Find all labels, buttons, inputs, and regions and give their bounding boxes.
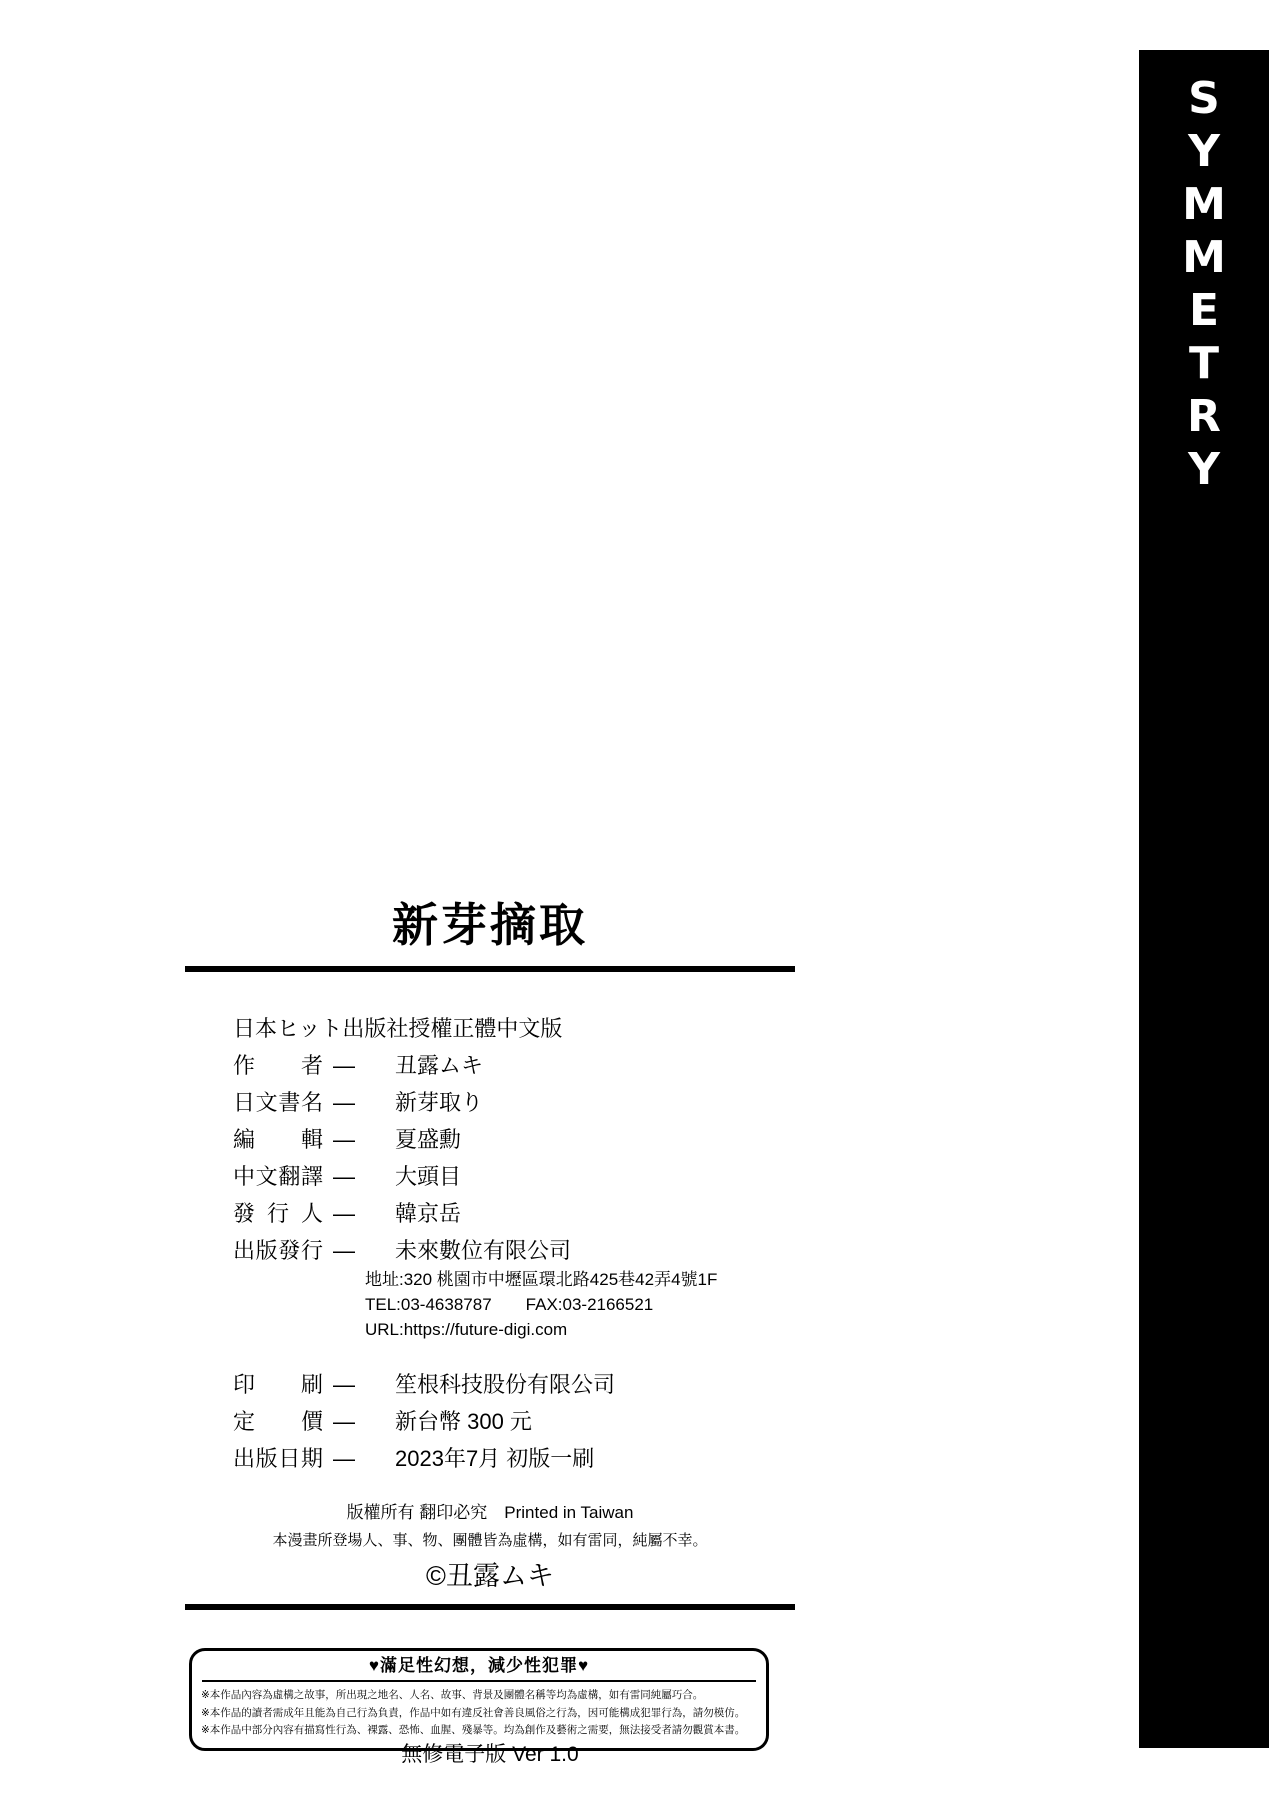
- field-dash: —: [333, 1053, 355, 1078]
- field-value: 未來數位有限公司: [395, 1238, 572, 1263]
- fiction-disclaimer-line: 本漫畫所登場人、事、物、團體皆為虛構，如有雷同，純屬不幸。: [272, 1532, 708, 1549]
- publisher-detail-line: URL:https://future-digi.com: [365, 1320, 568, 1339]
- content-warning-divider: [202, 1680, 756, 1682]
- field-value: 韓京岳: [395, 1201, 462, 1226]
- field-dash: —: [333, 1238, 355, 1263]
- field-dash: —: [333, 1446, 355, 1471]
- field-value: 大頭目: [395, 1164, 462, 1189]
- spine-letter: S: [1188, 73, 1220, 124]
- field-label: 中文翻譯: [233, 1164, 323, 1189]
- field-dash: —: [333, 1201, 355, 1226]
- printing-list: [233, 1372, 795, 1472]
- colophon-content: [185, 898, 795, 1751]
- field-value: 夏盛勳: [395, 1127, 462, 1152]
- spine-letter: T: [1188, 338, 1219, 389]
- title-rule: [185, 966, 795, 972]
- field-label: 編輯: [233, 1127, 323, 1152]
- field-label: 定價: [233, 1409, 323, 1434]
- bottom-rule: [185, 1604, 795, 1610]
- field-dash: —: [333, 1090, 355, 1115]
- colophon-field-row: [233, 1201, 795, 1227]
- field-label: 出版日期: [233, 1446, 323, 1471]
- field-value: 丑露ムキ: [395, 1053, 484, 1078]
- spine-letter: E: [1188, 285, 1220, 336]
- field-dash: —: [333, 1372, 355, 1397]
- field-label: 印刷: [233, 1372, 323, 1397]
- content-warning-header: ♥滿足性幻想，減少性犯罪♥: [368, 1656, 590, 1675]
- rights-line: 版權所有 翻印必究 Printed in Taiwan: [346, 1503, 634, 1522]
- field-value: 新芽取り: [395, 1090, 484, 1115]
- spine-bar: [1139, 50, 1269, 1748]
- colophon-field-row: [233, 1127, 795, 1153]
- book-title: 新芽摘取: [392, 899, 588, 951]
- spine-letter: Y: [1188, 126, 1220, 177]
- field-value: 笙根科技股份有限公司: [395, 1372, 616, 1397]
- field-label: 日文書名: [233, 1090, 323, 1115]
- spine-letter: M: [1182, 179, 1226, 230]
- spine-letter: M: [1182, 232, 1226, 283]
- content-warning-line: ※本作品中部分內容有描寫性行為、裸露、恐怖、血腥、殘暴等。均為創作及藝術之需要，無法接受者請勿觀賞本書。: [201, 1724, 746, 1736]
- spine-letter: Y: [1188, 444, 1220, 495]
- edition-note: 無修電子版 Ver 1.0: [401, 1743, 579, 1766]
- field-dash: —: [333, 1409, 355, 1434]
- copyright-credit: ©丑露ムキ: [426, 1561, 554, 1591]
- licence-line: 日本ヒット出版社授權正體中文版: [233, 1016, 563, 1041]
- field-label: 發行人: [233, 1201, 323, 1226]
- colophon-field-row: [233, 1053, 795, 1079]
- field-label: 出版發行: [233, 1238, 323, 1263]
- colophon-field-row: [233, 1446, 795, 1472]
- content-warning-lines: [201, 1687, 757, 1740]
- field-dash: —: [333, 1164, 355, 1189]
- colophon-field-row: [233, 1409, 795, 1435]
- publisher-detail-line: 地址:320 桃園市中壢區環北路425巷42弄4號1F: [365, 1270, 718, 1289]
- credits-list: [233, 1053, 795, 1264]
- content-warning-line: ※本作品的讀者需成年且能為自己行為負責，作品中如有違反社會善良風俗之行為，因可能構成犯罪行為，請勿模仿。: [201, 1706, 746, 1719]
- colophon-field-row: [233, 1164, 795, 1190]
- colophon-field-row: [233, 1372, 795, 1398]
- content-warning-box: [189, 1648, 769, 1751]
- colophon-field-row: [233, 1238, 795, 1264]
- content-warning-line: ※本作品內容為虛構之故事，所出現之地名、人名、故事、背景及團體名稱等均為虛構，如有雷同純屬巧合。: [201, 1689, 704, 1701]
- field-label: 作者: [233, 1053, 323, 1078]
- field-dash: —: [333, 1127, 355, 1152]
- series-logo-symmetry: [1139, 50, 1269, 496]
- field-value: 2023年7月 初版一刷: [395, 1446, 595, 1471]
- field-value: 新台幣 300 元: [395, 1409, 532, 1434]
- colophon-field-row: [233, 1090, 795, 1116]
- publisher-details: [365, 1267, 795, 1342]
- publisher-detail-line: TEL:03-4638787 FAX:03-2166521: [365, 1295, 654, 1314]
- spine-letter: R: [1187, 391, 1221, 442]
